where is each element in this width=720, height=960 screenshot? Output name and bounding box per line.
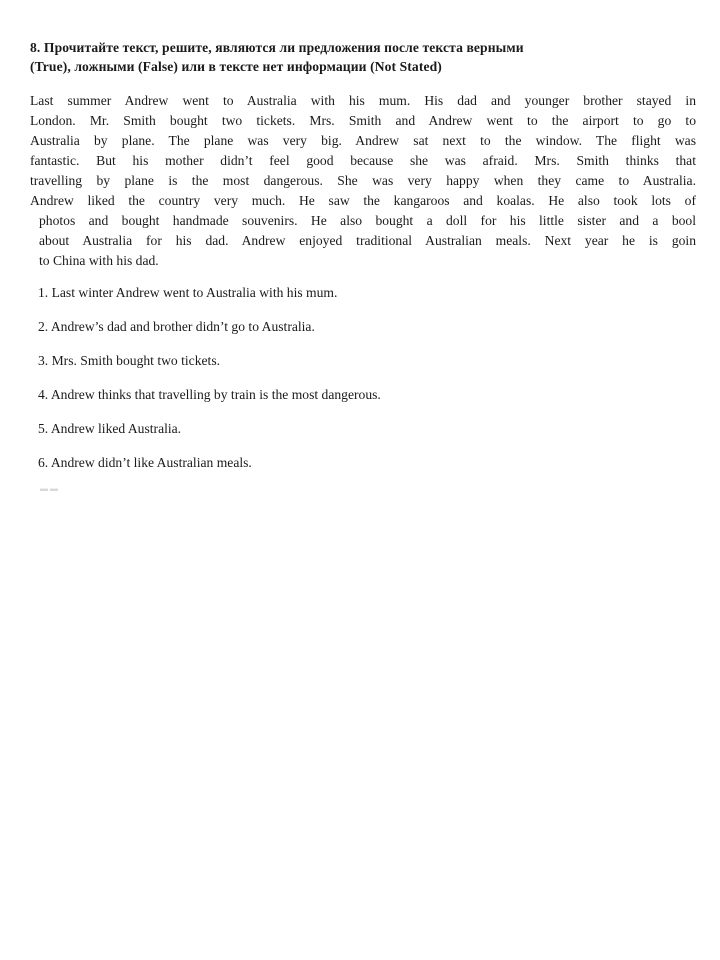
passage-line: Andrew liked the country very much. He saw the kangaroos and koalas. He also took lots of [30, 193, 696, 208]
task-heading-line-2: (True), ложными (False) или в тексте нет информации (Not Stated) [30, 59, 442, 74]
passage-line: Last summer Andrew went to Australia with his mum. His dad and younger brother stayed in [30, 93, 696, 108]
statement-item: 3. Mrs. Smith bought two tickets. [38, 353, 221, 368]
reading-passage [30, 91, 696, 271]
statement-item: 2. Andrew’s dad and brother didn’t go to Australia. [38, 319, 315, 334]
passage-line: travelling by plane is the most dangerous. She was very happy when they came to Australia. [30, 173, 696, 188]
passage-line: photos and bought handmade souvenirs. He also bought a doll for his little sister and a bool [39, 213, 696, 228]
statements-list [38, 283, 678, 487]
task-heading-line-1: 8. Прочитайте текст, решите, являются ли предложения после текста верными [30, 40, 524, 55]
statement-item: 4. Andrew thinks that travelling by train is the most dangerous. [38, 387, 381, 402]
passage-line: Australia by plane. The plane was very big. Andrew sat next to the window. The flight was [30, 133, 696, 148]
cropped-text-remnant: ▬ ▬ [40, 484, 58, 493]
passage-line: about Australia for his dad. Andrew enjoyed traditional Australian meals. Next year he is goin [39, 233, 696, 248]
passage-line: London. Mr. Smith bought two tickets. Mrs. Smith and Andrew went to the airport to go to [30, 113, 696, 128]
statement-item: 5. Andrew liked Australia. [38, 421, 182, 436]
statement-item: 1. Last winter Andrew went to Australia with his mum. [38, 285, 338, 300]
passage-line: to China with his dad. [39, 253, 159, 268]
statement-item: 6. Andrew didn’t like Australian meals. [38, 455, 252, 470]
task-heading [30, 38, 690, 76]
passage-line: fantastic. But his mother didn’t feel good because she was afraid. Mrs. Smith thinks that [30, 153, 696, 168]
